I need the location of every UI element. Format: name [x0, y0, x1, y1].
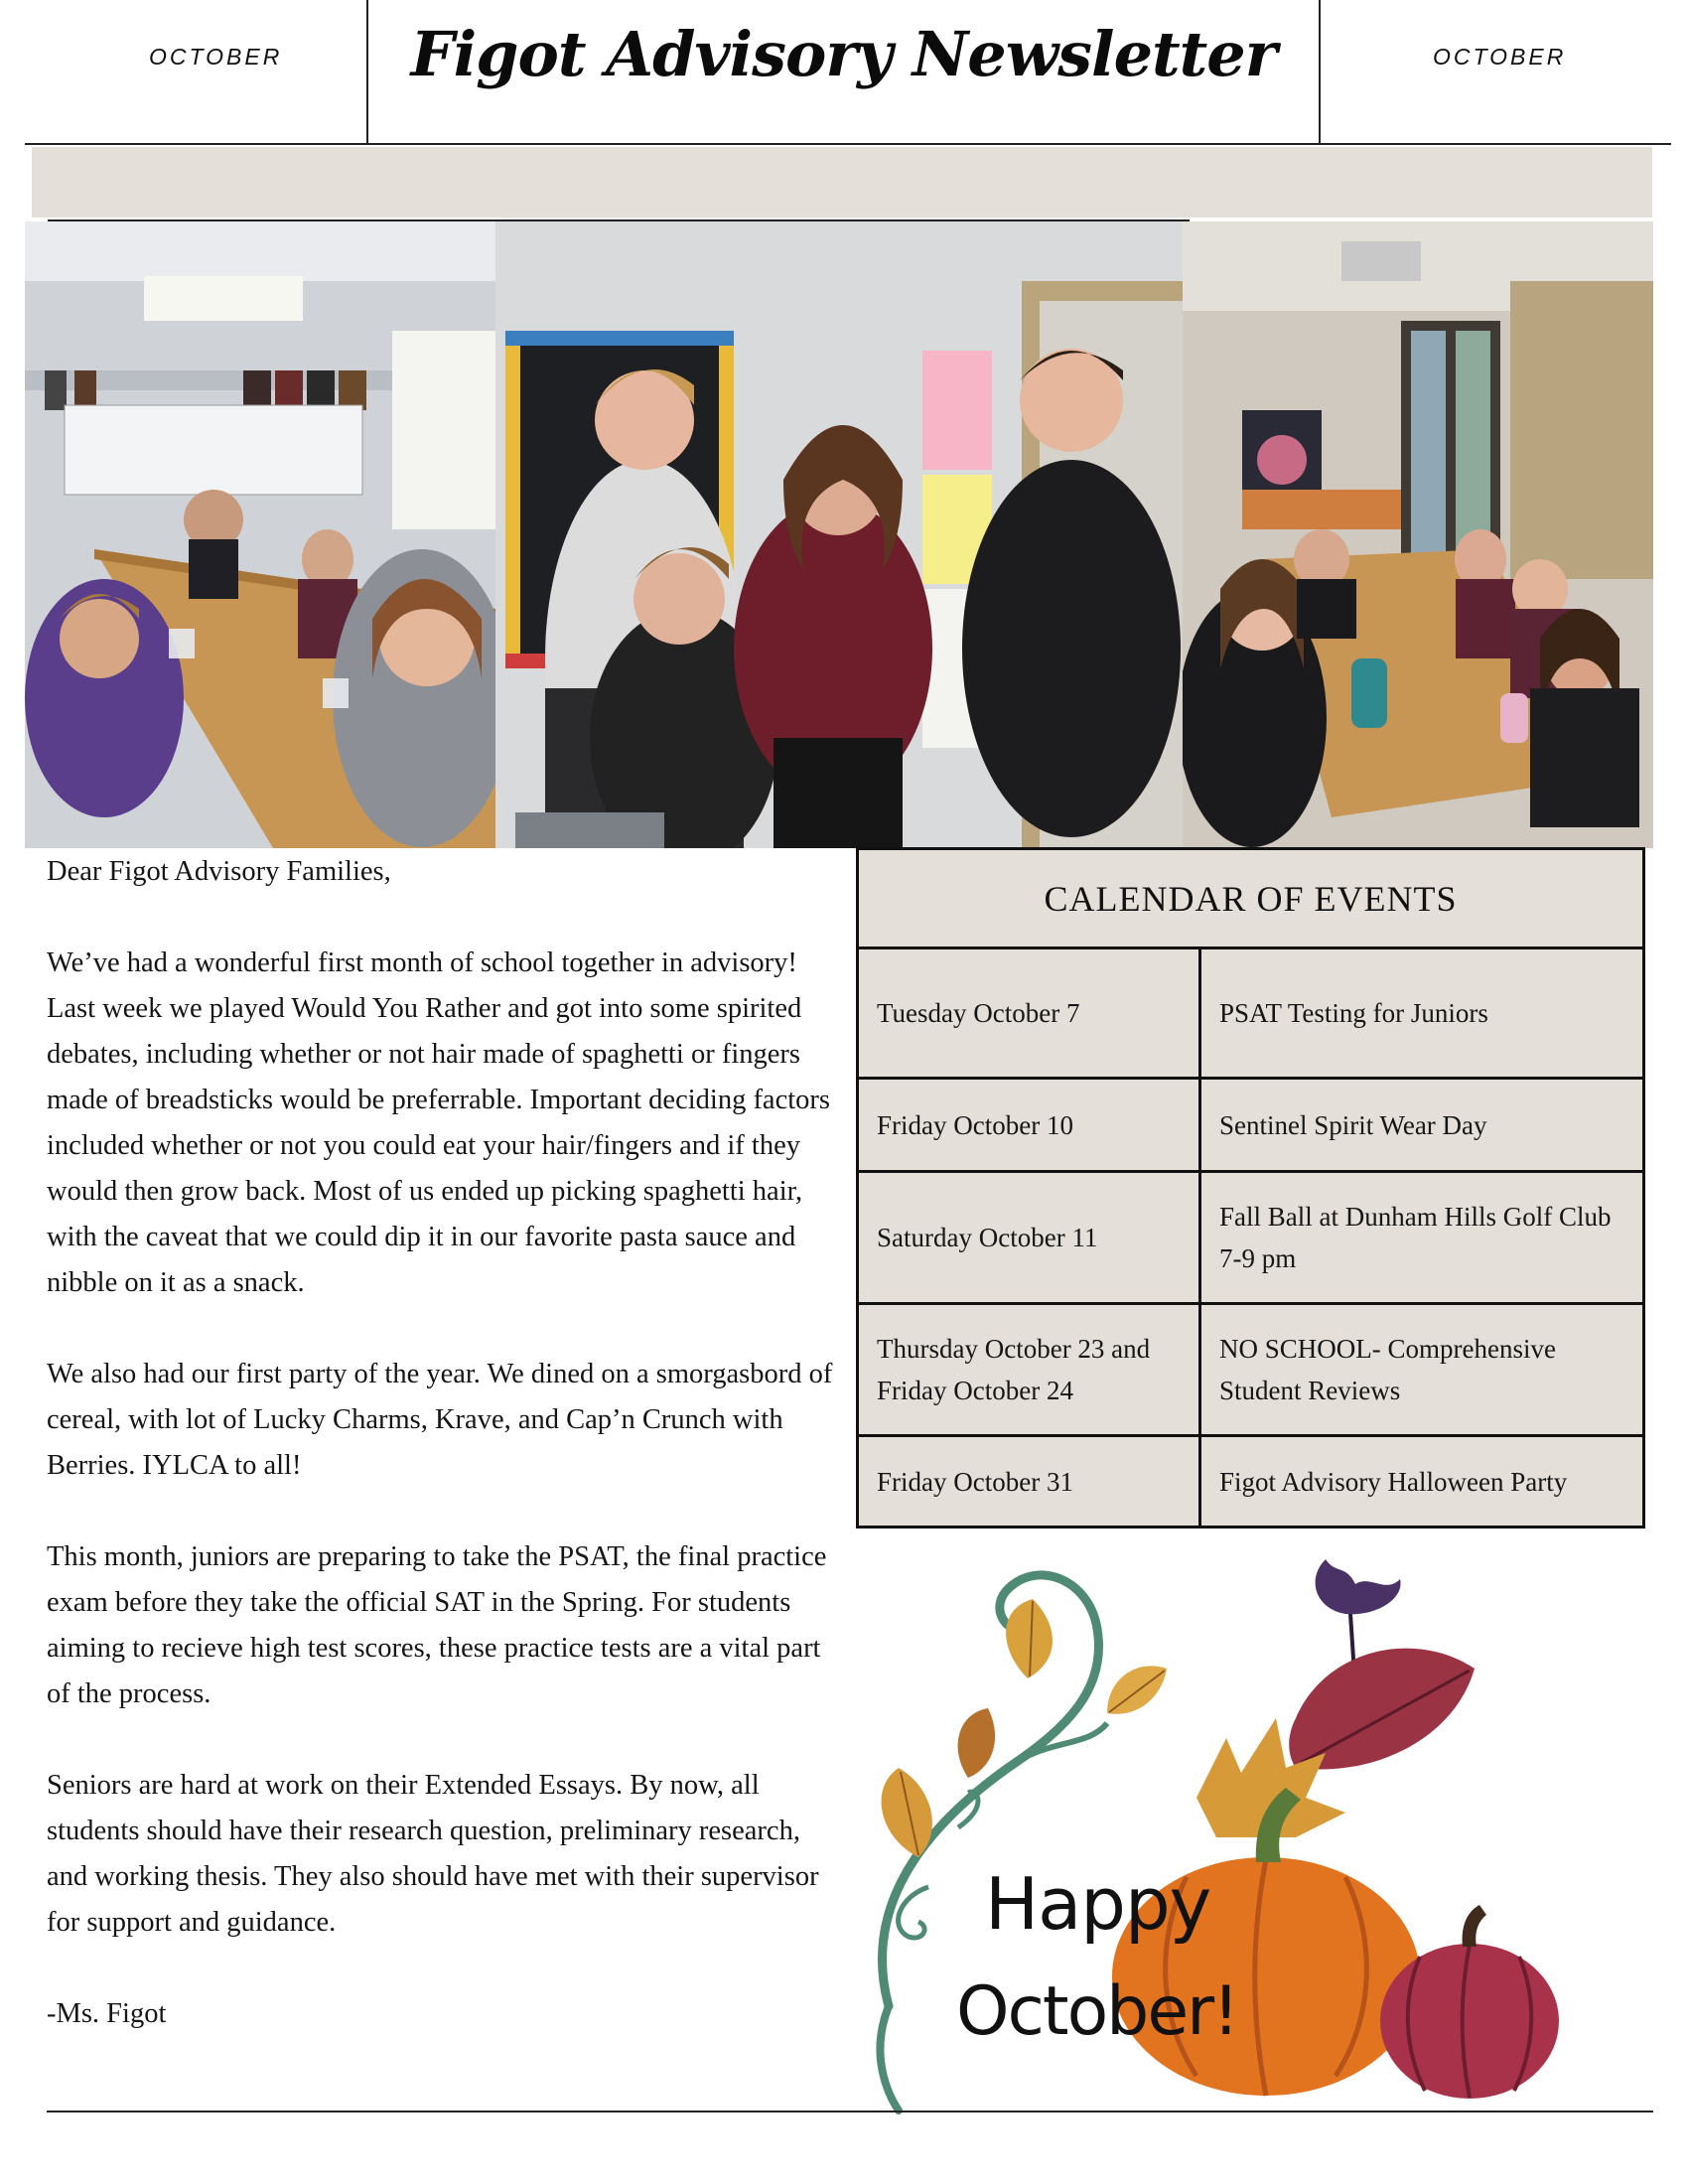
calendar-row: [859, 1080, 1642, 1173]
calendar-event: PSAT Testing for Juniors: [1219, 998, 1488, 1028]
header-divider-right: [1319, 0, 1321, 145]
calendar-date: Friday October 10: [859, 1080, 1201, 1170]
october-text: October!: [956, 1972, 1238, 2051]
calendar-event: Figot Advisory Halloween Party: [1219, 1466, 1568, 1497]
footer-rule: [47, 2111, 1653, 2112]
letter-to-families: [47, 849, 846, 2037]
newsletter-title: Figot Advisory Newsletter: [410, 18, 1277, 90]
calendar-row: [859, 949, 1642, 1080]
happy-text: Happy: [985, 1862, 1211, 1946]
letter-paragraph-2: We also had our first party of the year. We dined on a smorgasbord of cereal, with lot of Lucky Charms, Krave, and Cap’n Crunch with Berries. IYLCA to all!: [47, 1359, 833, 1481]
calendar-date: Tuesday October 7: [859, 949, 1201, 1077]
letter-greeting: Dear Figot Advisory Families,: [47, 856, 391, 887]
calendar-title: CALENDAR OF EVENTS: [859, 850, 1642, 949]
calendar-event: Sentinel Spirit Wear Day: [1219, 1109, 1487, 1140]
calendar-date: Thursday October 23 and Friday October 24: [859, 1305, 1201, 1434]
calendar-row: [859, 1305, 1642, 1437]
letter-paragraph-1: We’ve had a wonderful first month of school together in advisory! Last week we played Would You Rather and got into some spirited debates, including whether or not hair made of spaghetti or fingers made of breadsticks would be preferrable. Important deciding factors included whether or not you could eat your hair/fingers and if they would then grow back. Most of us ended up picking spaghetti hair, with the caveat that we could dip it in our favorite pasta sauce and nibble on it as a snack.: [47, 947, 830, 1298]
calendar-event: Fall Ball at Dunham Hills Golf Club 7-9 pm: [1219, 1202, 1612, 1273]
calendar-row: [859, 1437, 1642, 1526]
classroom-photo-1: [25, 221, 495, 848]
happy-october-illustration: [859, 1539, 1673, 2125]
header-band: [32, 147, 1652, 218]
calendar-row: [859, 1173, 1642, 1305]
classroom-photo-3: [1183, 221, 1653, 848]
calendar-date: Saturday October 11: [859, 1173, 1201, 1302]
header-rule: [25, 143, 1671, 145]
calendar-of-events: [856, 847, 1645, 1529]
classroom-photo-2: [495, 221, 1183, 848]
letter-signoff: -Ms. Figot: [47, 1998, 167, 2029]
letter-paragraph-3: This month, juniors are preparing to take the PSAT, the final practice exam before they take the official SAT in the Spring. For students aiming to recieve high test scores, these practice tests are a vital part of the process.: [47, 1541, 827, 1709]
letter-paragraph-4: Seniors are hard at work on their Extended Essays. By now, all students should have their research question, preliminary research, and working thesis. They also should have met with their supervisor for support and guidance.: [47, 1770, 819, 1938]
month-label-left: OCTOBER: [149, 44, 283, 70]
month-label-right: OCTOBER: [1433, 44, 1567, 70]
calendar-event: NO SCHOOL- Comprehensive Student Reviews: [1219, 1334, 1556, 1405]
newsletter-header: [0, 0, 1688, 145]
calendar-date: Friday October 31: [859, 1437, 1201, 1526]
